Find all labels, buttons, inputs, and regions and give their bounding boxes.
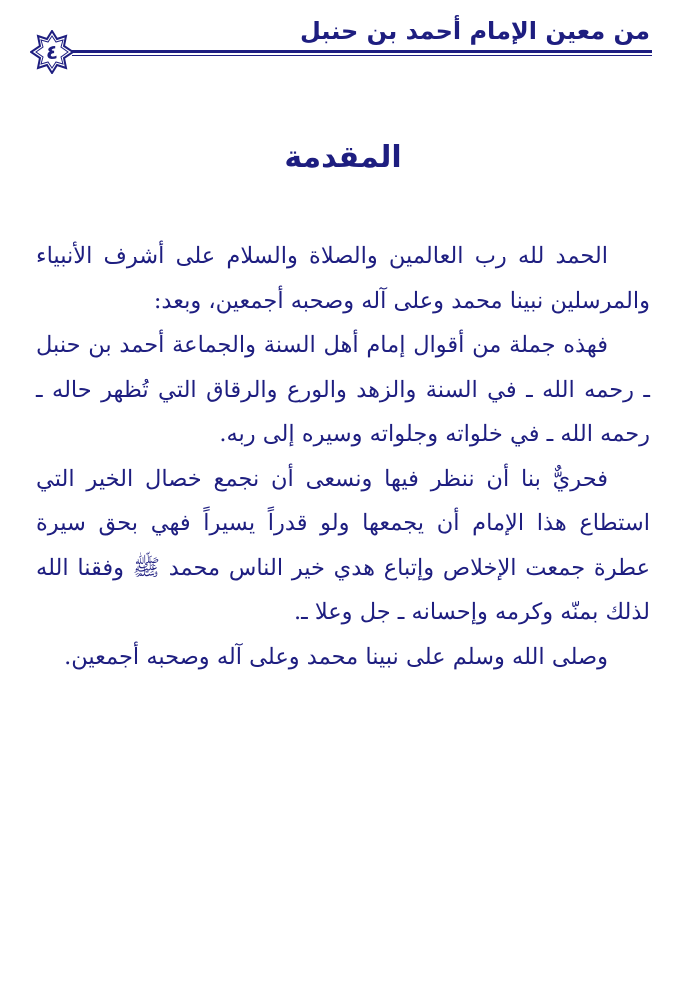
paragraph-introduction: فهذه جملة من أقوال إمام أهل السنة والجماعة أحمد بن حنبل ـ رحمه الله ـ في السنة والزهد والورع والرقاق التي تُظهر حاله ـ رحمه الله ـ في خلواته وجلواته وسيره إلى ربه. xyxy=(36,332,650,447)
paragraph-purpose: فحريٌّ بنا أن ننظر فيها ونسعى أن نجمع خصال الخير التي استطاع هذا الإمام أن يجمعها ولو قدراً يسيراً فهي بحق سيرة عطرة جمعت الإخلاص وإتباع هدي خير الناس محمد ﷺ وفقنا الله لذلك بمنّه وكرمه وإحسانه ـ جل وعلا ـ. xyxy=(36,465,650,625)
paragraph-closing: وصلى الله وسلم على نبينا محمد وعلى آله وصحبه أجمعين. xyxy=(64,643,608,670)
page-number-badge xyxy=(30,30,74,74)
body-text xyxy=(36,234,650,679)
paragraph-opening: الحمد لله رب العالمين والصلاة والسلام على أشرف الأنبياء والمرسلين نبينا محمد وعلى آله وصحبه أجمعين، وبعد: xyxy=(36,243,650,314)
header-rule-thin xyxy=(72,55,652,56)
header-rule xyxy=(72,50,652,53)
page-number: ٤ xyxy=(45,40,59,64)
section-heading: المقدمة xyxy=(284,140,402,175)
running-header-title: من معين الإمام أحمد بن حنبل xyxy=(300,17,650,45)
